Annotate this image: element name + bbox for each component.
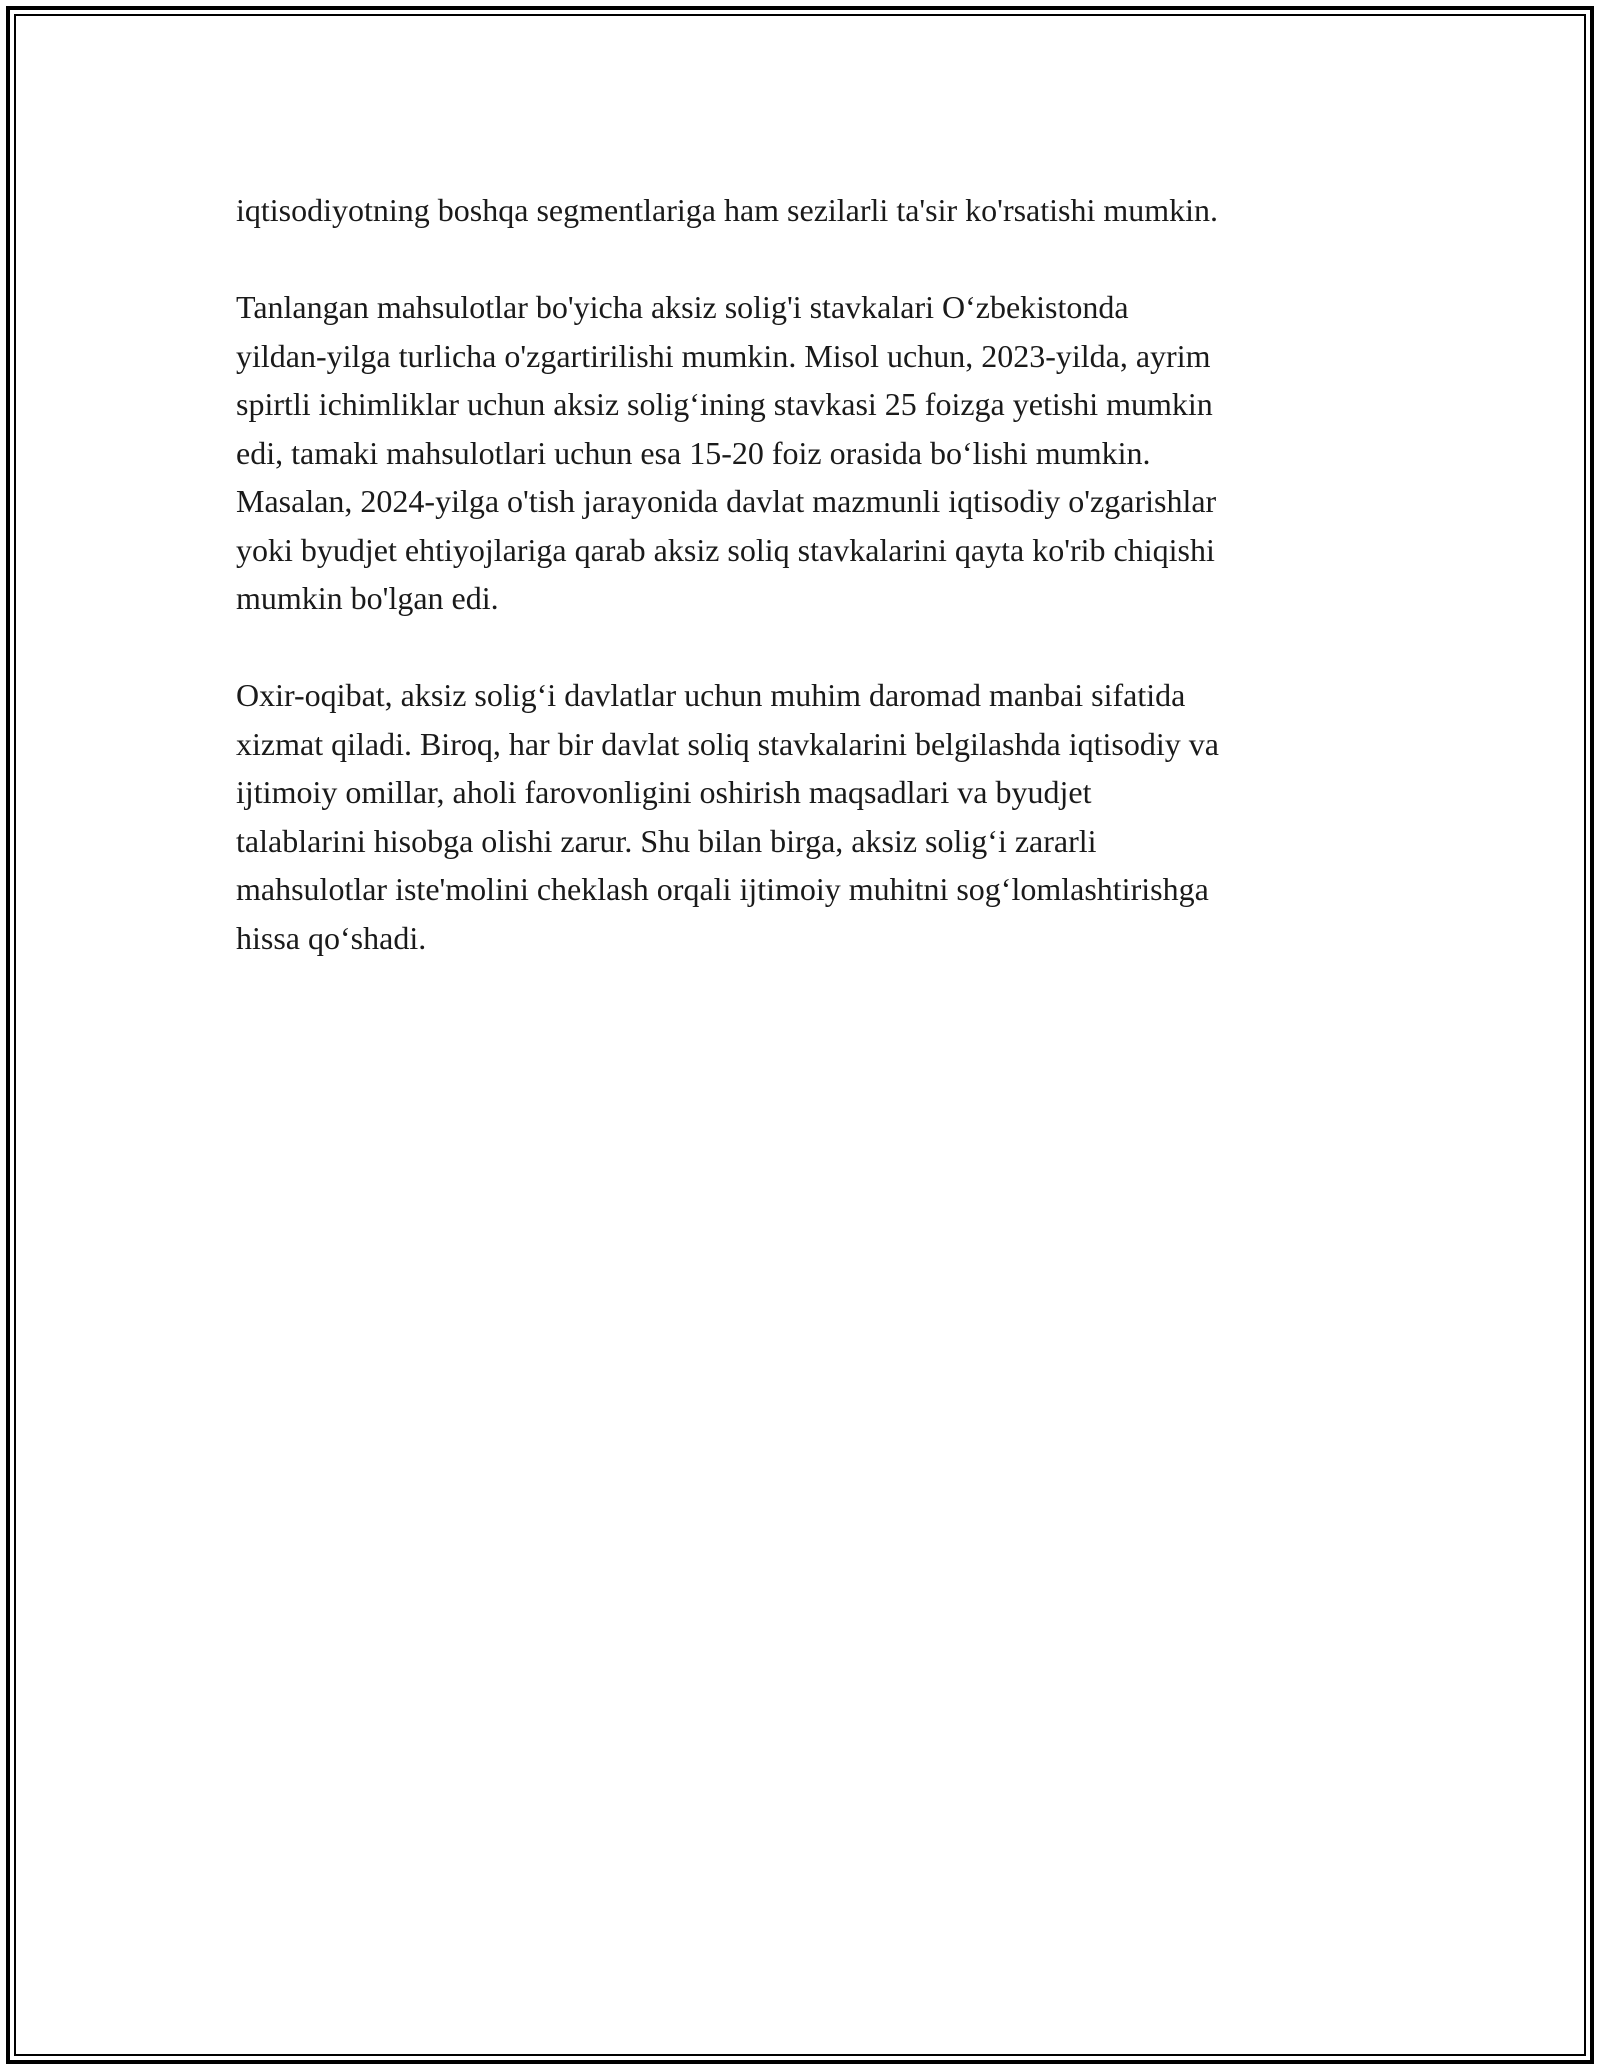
text-line: edi, tamaki mahsulotlari uchun esa 15-20 foiz orasida bo‘lishi mumkin.	[236, 434, 1151, 471]
paragraph-2	[236, 283, 1376, 623]
text-line: yoki byudjet ehtiyojlariga qarab aksiz soliq stavkalarini qayta ko'rib chiqishi	[236, 531, 1215, 568]
text-line: xizmat qiladi. Biroq, har bir davlat soliq stavkalarini belgilashda iqtisodiy va	[236, 725, 1219, 762]
text-line: yildan-yilga turlicha o'zgartirilishi mumkin. Misol uchun, 2023-yilda, ayrim	[236, 337, 1211, 374]
text-line: spirtli ichimliklar uchun aksiz solig‘ining stavkasi 25 foizga yetishi mumkin	[236, 386, 1213, 422]
text-line: Tanlangan mahsulotlar bo'yicha aksiz solig'i stavkalari O‘zbekistonda	[236, 289, 1129, 325]
text-line: mahsulotlar iste'molini cheklash orqali ijtimoiy muhitni sog‘lomlashtirishga	[236, 871, 1209, 907]
text-line: hissa qo‘shadi.	[236, 919, 427, 956]
text-line: talablarini hisobga olishi zarur. Shu bilan birga, aksiz solig‘i zararli	[236, 822, 1097, 859]
text-line: iqtisodiyotning boshqa segmentlariga ham sezilarli ta'sir ko'rsatishi mumkin.	[236, 192, 1219, 228]
document-body	[236, 186, 1376, 1011]
text-line: mumkin bo'lgan edi.	[236, 580, 499, 616]
text-line: Oxir-oqibat, aksiz solig‘i davlatlar uchun muhim daromad manbai sifatida	[236, 677, 1186, 713]
paragraph-3	[236, 671, 1376, 962]
text-line: Masalan, 2024-yilga o'tish jarayonida davlat mazmunli iqtisodiy o'zgarishlar	[236, 483, 1217, 519]
paragraph-1	[236, 186, 1376, 235]
text-line: ijtimoiy omillar, aholi farovonligini oshirish maqsadlari va byudjet	[236, 774, 1092, 810]
